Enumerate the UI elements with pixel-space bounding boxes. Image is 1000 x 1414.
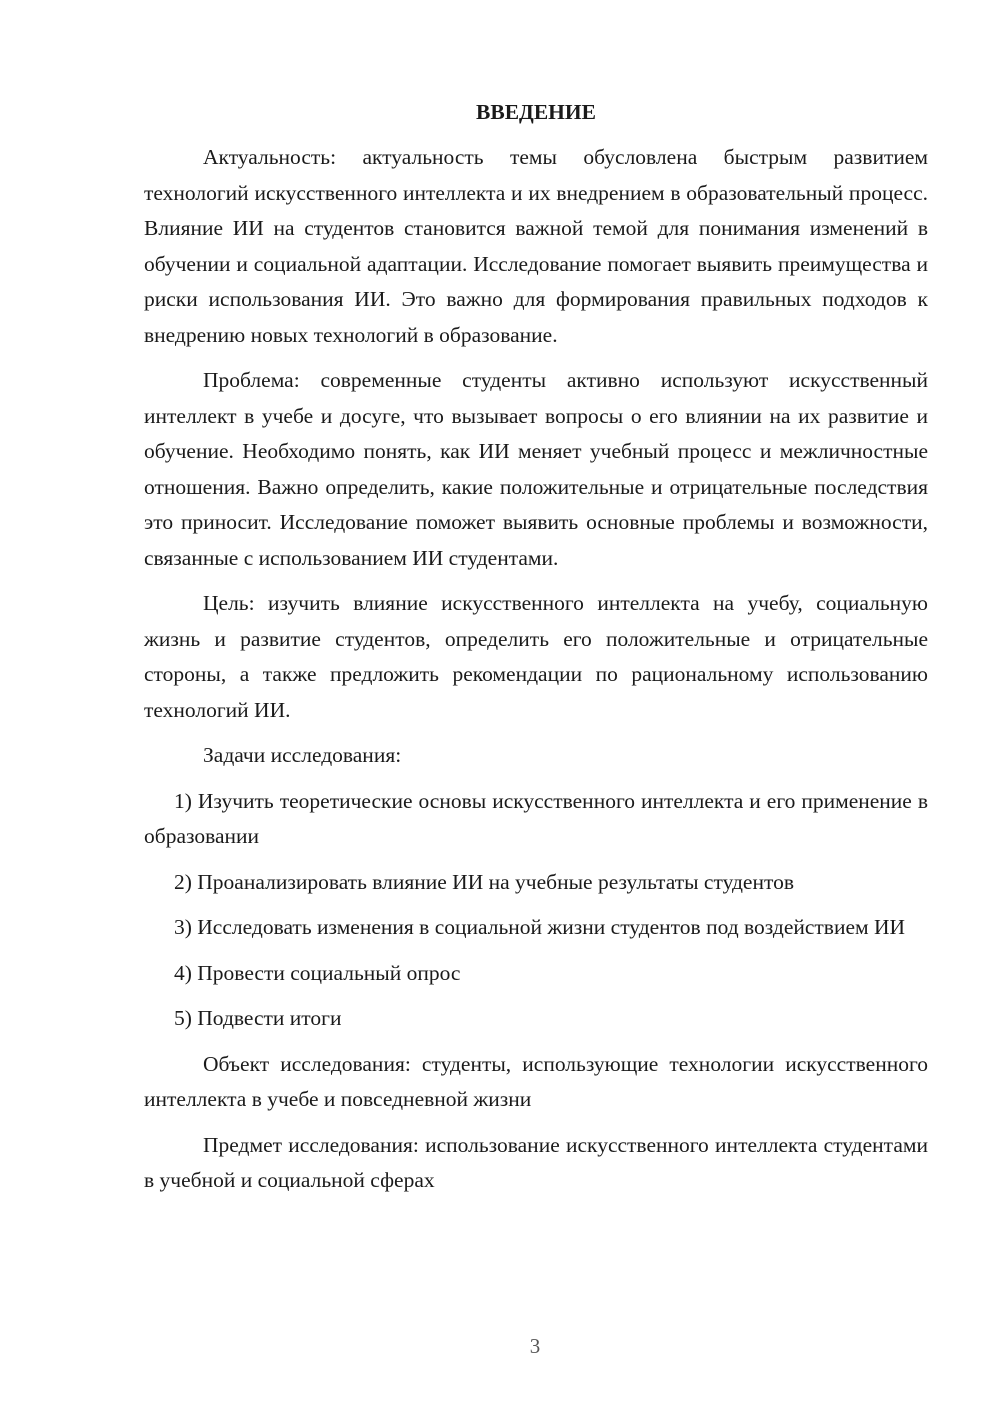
task-item-2: 2) Проанализировать влияние ИИ на учебные результаты студентов bbox=[174, 869, 794, 894]
document-page bbox=[144, 95, 928, 1209]
object-paragraph: Объект исследования: студенты, использующие технологии искусственного интеллекта в учебе и повседневной жизни bbox=[144, 1051, 928, 1111]
task-item-1: 1) Изучить теоретические основы искусственного интеллекта и его применение в образовании bbox=[144, 788, 928, 848]
problem-paragraph: Проблема: современные студенты активно используют искусственный интеллект в учебе и досуге, что вызывает вопросы о его влиянии на их развитие и обучение. Необходимо понять, как ИИ меняет учебный процесс и межличностные отношения. Важно определить, какие положительные и отрицательные последствия это приносит. Исследование поможет выявить основные проблемы и возможности, связанные с использованием ИИ студентами. bbox=[144, 368, 928, 570]
tasks-heading: Задачи исследования: bbox=[203, 743, 402, 767]
relevance-paragraph: Актуальность: актуальность темы обусловлена быстрым развитием технологий искусственного интеллекта и их внедрением в образовательный процесс. Влияние ИИ на студентов становится важной темой для понимания изменений в обучении и социальной адаптации. Исследование помогает выявить преимущества и риски использования ИИ. Это важно для формирования правильных подходов к внедрению новых технологий в образование. bbox=[144, 145, 928, 347]
section-title: ВВЕДЕНИЕ bbox=[476, 100, 596, 124]
task-item-5: 5) Подвести итоги bbox=[174, 1006, 342, 1030]
goal-paragraph: Цель: изучить влияние искусственного интеллекта на учебу, социальную жизнь и развитие студентов, определить его положительные и отрицательные стороны, а также предложить рекомендации по рациональному использованию технологий ИИ. bbox=[144, 591, 928, 722]
page-number: 3 bbox=[529, 1334, 541, 1358]
task-item-4: 4) Провести социальный опрос bbox=[174, 960, 461, 985]
subject-paragraph: Предмет исследования: использование искусственного интеллекта студентами в учебной и социальной сферах bbox=[144, 1132, 928, 1192]
task-item-3: 3) Исследовать изменения в социальной жизни студентов под воздействием ИИ bbox=[174, 915, 906, 939]
